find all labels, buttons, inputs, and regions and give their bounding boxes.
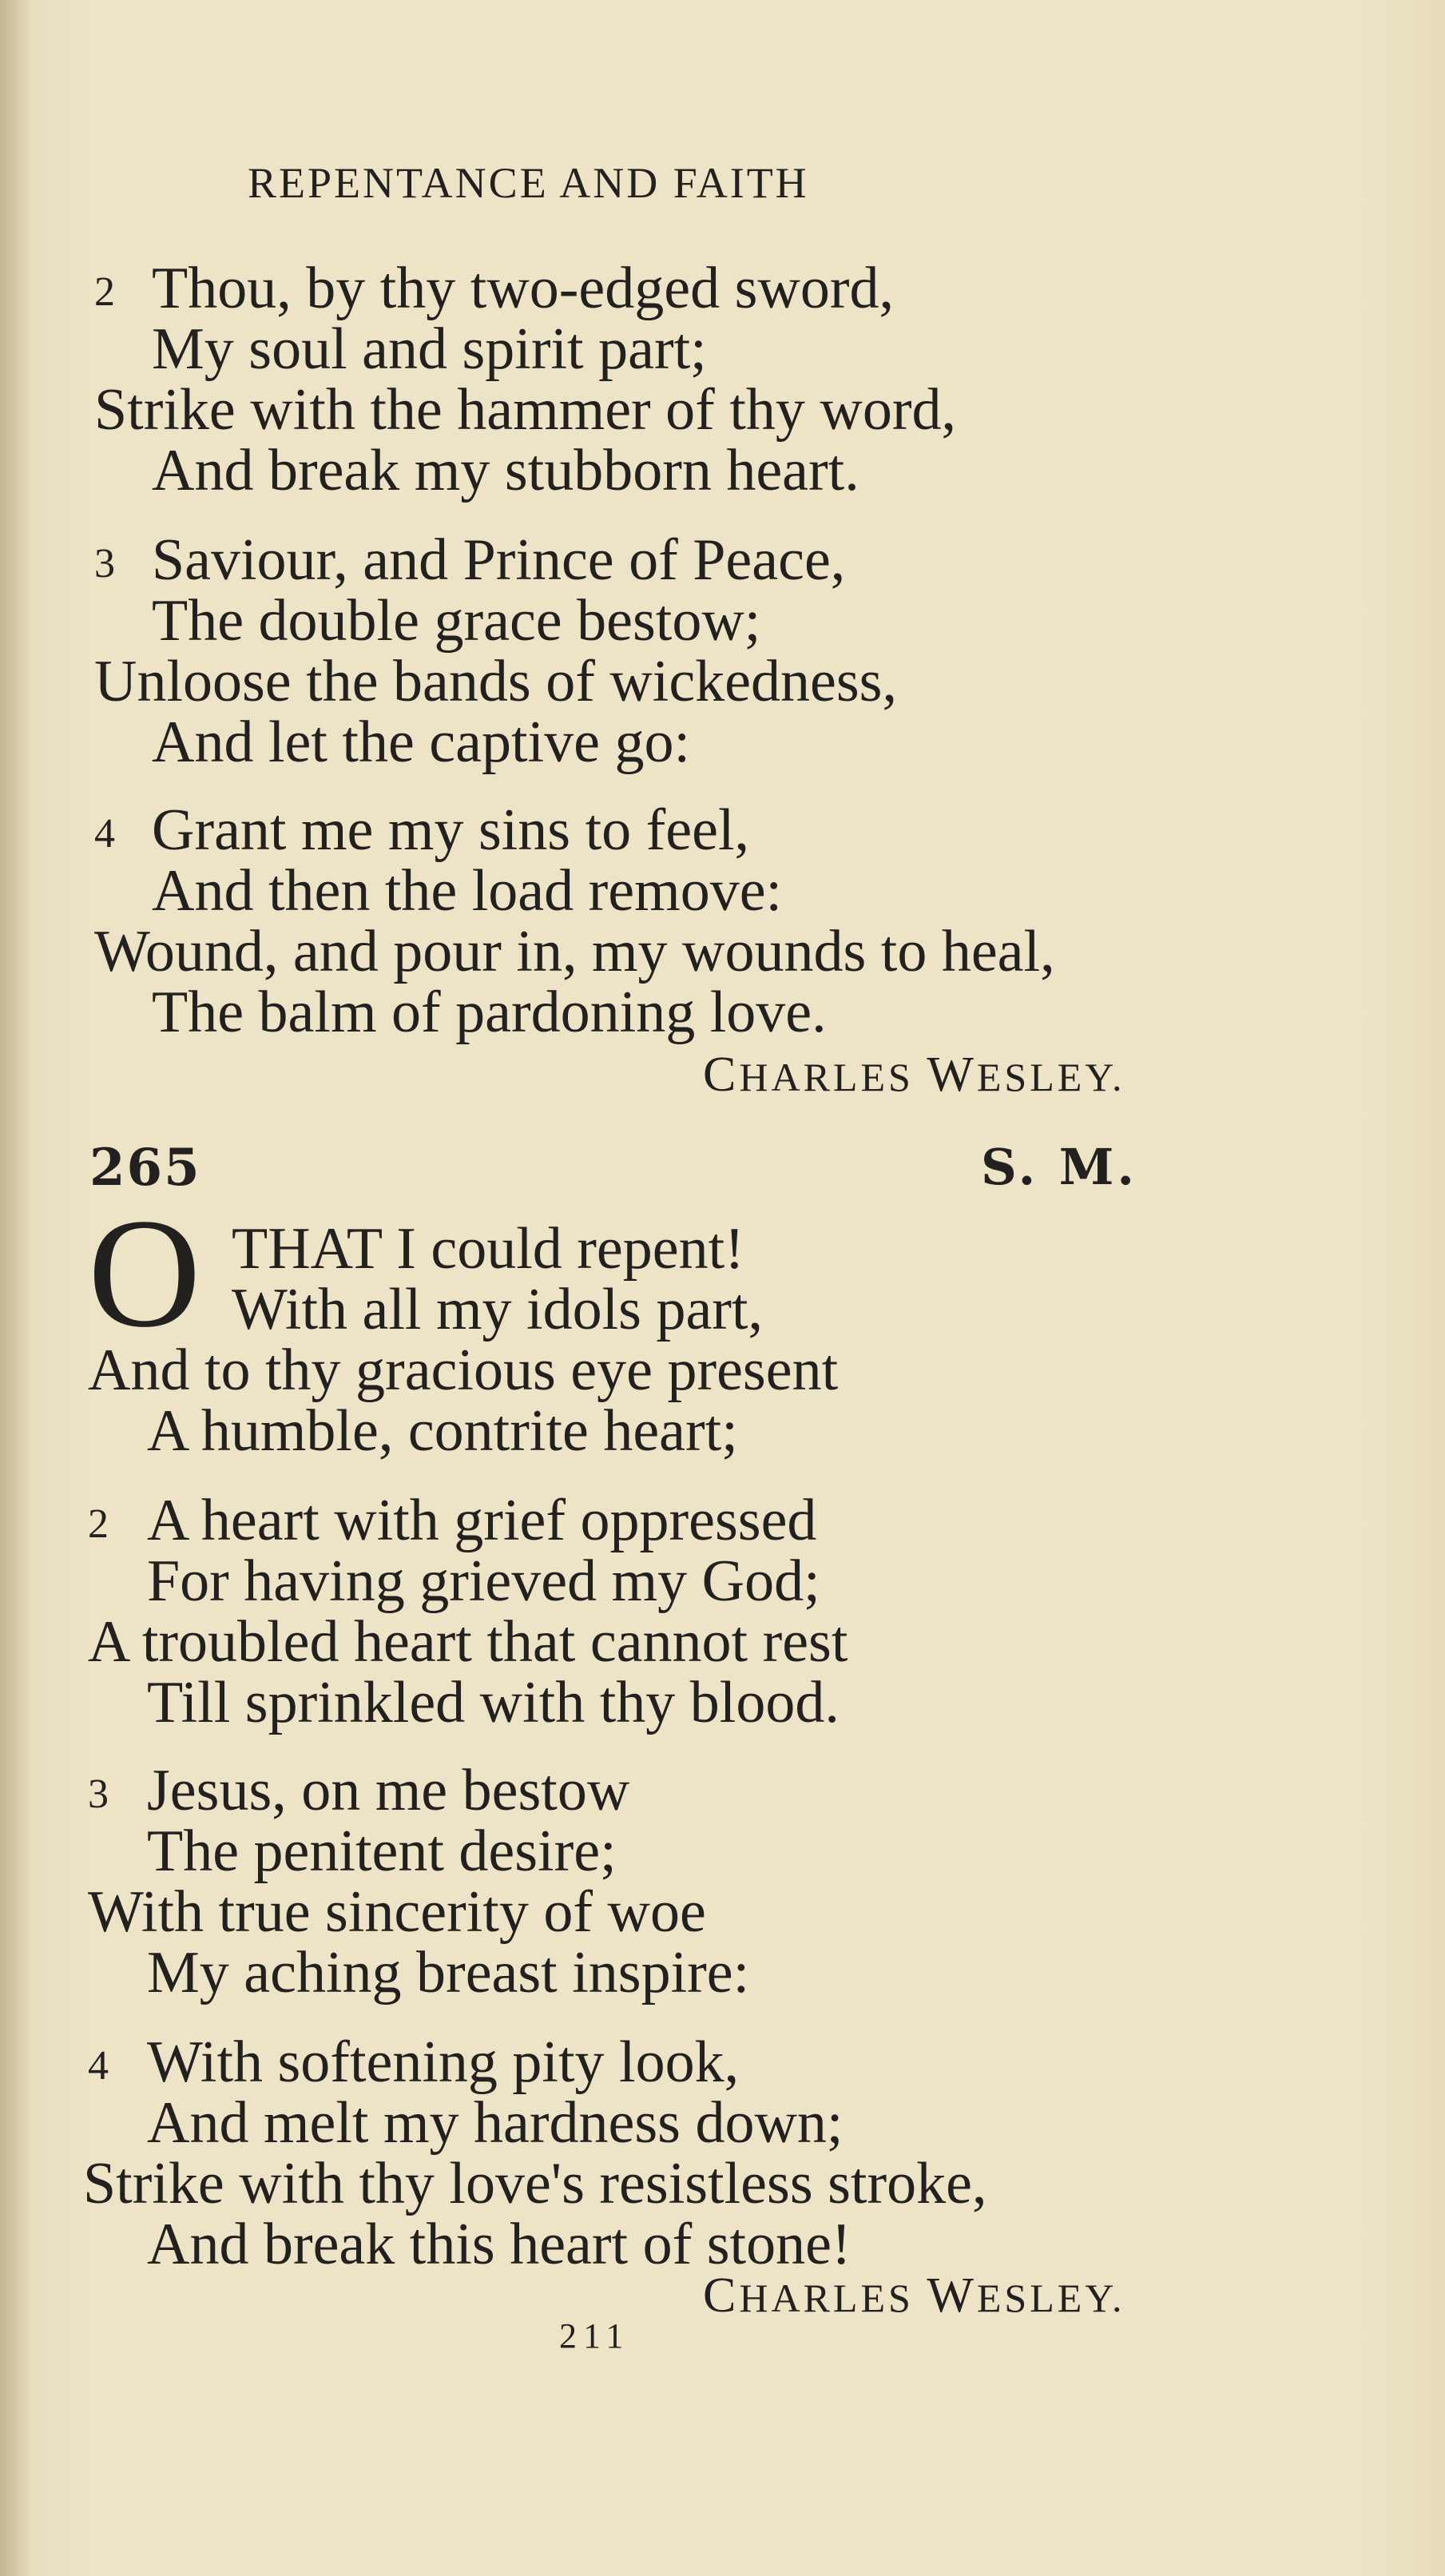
verse-line: And to thy gracious eye present [88,1338,839,1403]
verse-line: Till sprinkled with thy blood. [147,1670,840,1735]
stanza-number: 4 [94,811,115,857]
verse-line: For having grieved my God; [147,1548,820,1614]
verse-line: And melt my hardness down; [147,2090,844,2156]
verse-line: The balm of pardoning love. [152,980,827,1045]
verse-line: A troubled heart that cannot rest [88,1609,848,1675]
stanza-number: 2 [94,269,115,315]
verse-line: A humble, contrite heart; [147,1398,738,1464]
author-attribution: CHARLES WESLEY. [703,2268,1125,2323]
hymn-number: 265 [89,1138,201,1198]
verse-line: Thou, by thy two-edged sword, [152,256,894,321]
verse-line: With true sincerity of woe [88,1879,706,1945]
drop-cap: O [88,1187,201,1360]
stanza-number: 4 [88,2043,109,2089]
hymn-meter: S. M. [981,1138,1137,1196]
verse-line: The penitent desire; [147,1819,617,1884]
spine-shadow [0,0,32,2576]
stanza-number: 3 [94,541,115,586]
verse-line: My aching breast inspire: [147,1940,750,2006]
verse-line: Unloose the bands of wickedness, [94,649,897,714]
verse-line: Wound, and pour in, my wounds to heal, [94,919,1055,984]
verse-line: And break this heart of stone! [147,2212,852,2277]
verse-line: THAT I could repent! [232,1216,744,1282]
verse-line: With all my idols part, [232,1277,763,1342]
verse-line: And then the load remove: [152,858,783,924]
verse-line: The double grace bestow; [152,588,761,654]
verse-line: Jesus, on me bestow [147,1758,630,1823]
verse-line: Strike with the hammer of thy word, [94,377,956,443]
running-head: REPENTANCE AND FAITH [248,159,809,207]
verse-line: A heart with grief oppressed [147,1488,817,1553]
stanza-number: 2 [88,1501,109,1547]
verse-line: And let the captive go: [152,710,691,775]
verse-line: Grant me my sins to feel, [152,797,750,863]
stanza-number: 3 [88,1771,109,1817]
verse-line: And break my stubborn heart. [152,438,859,503]
verse-line: Strike with thy love's resistless stroke, [83,2151,987,2216]
author-attribution: CHARLES WESLEY. [703,1047,1125,1102]
verse-line: With softening pity look, [147,2029,740,2095]
page-number: 211 [559,2316,630,2355]
verse-line: Saviour, and Prince of Peace, [152,527,846,593]
verse-line: My soul and spirit part; [152,316,707,382]
